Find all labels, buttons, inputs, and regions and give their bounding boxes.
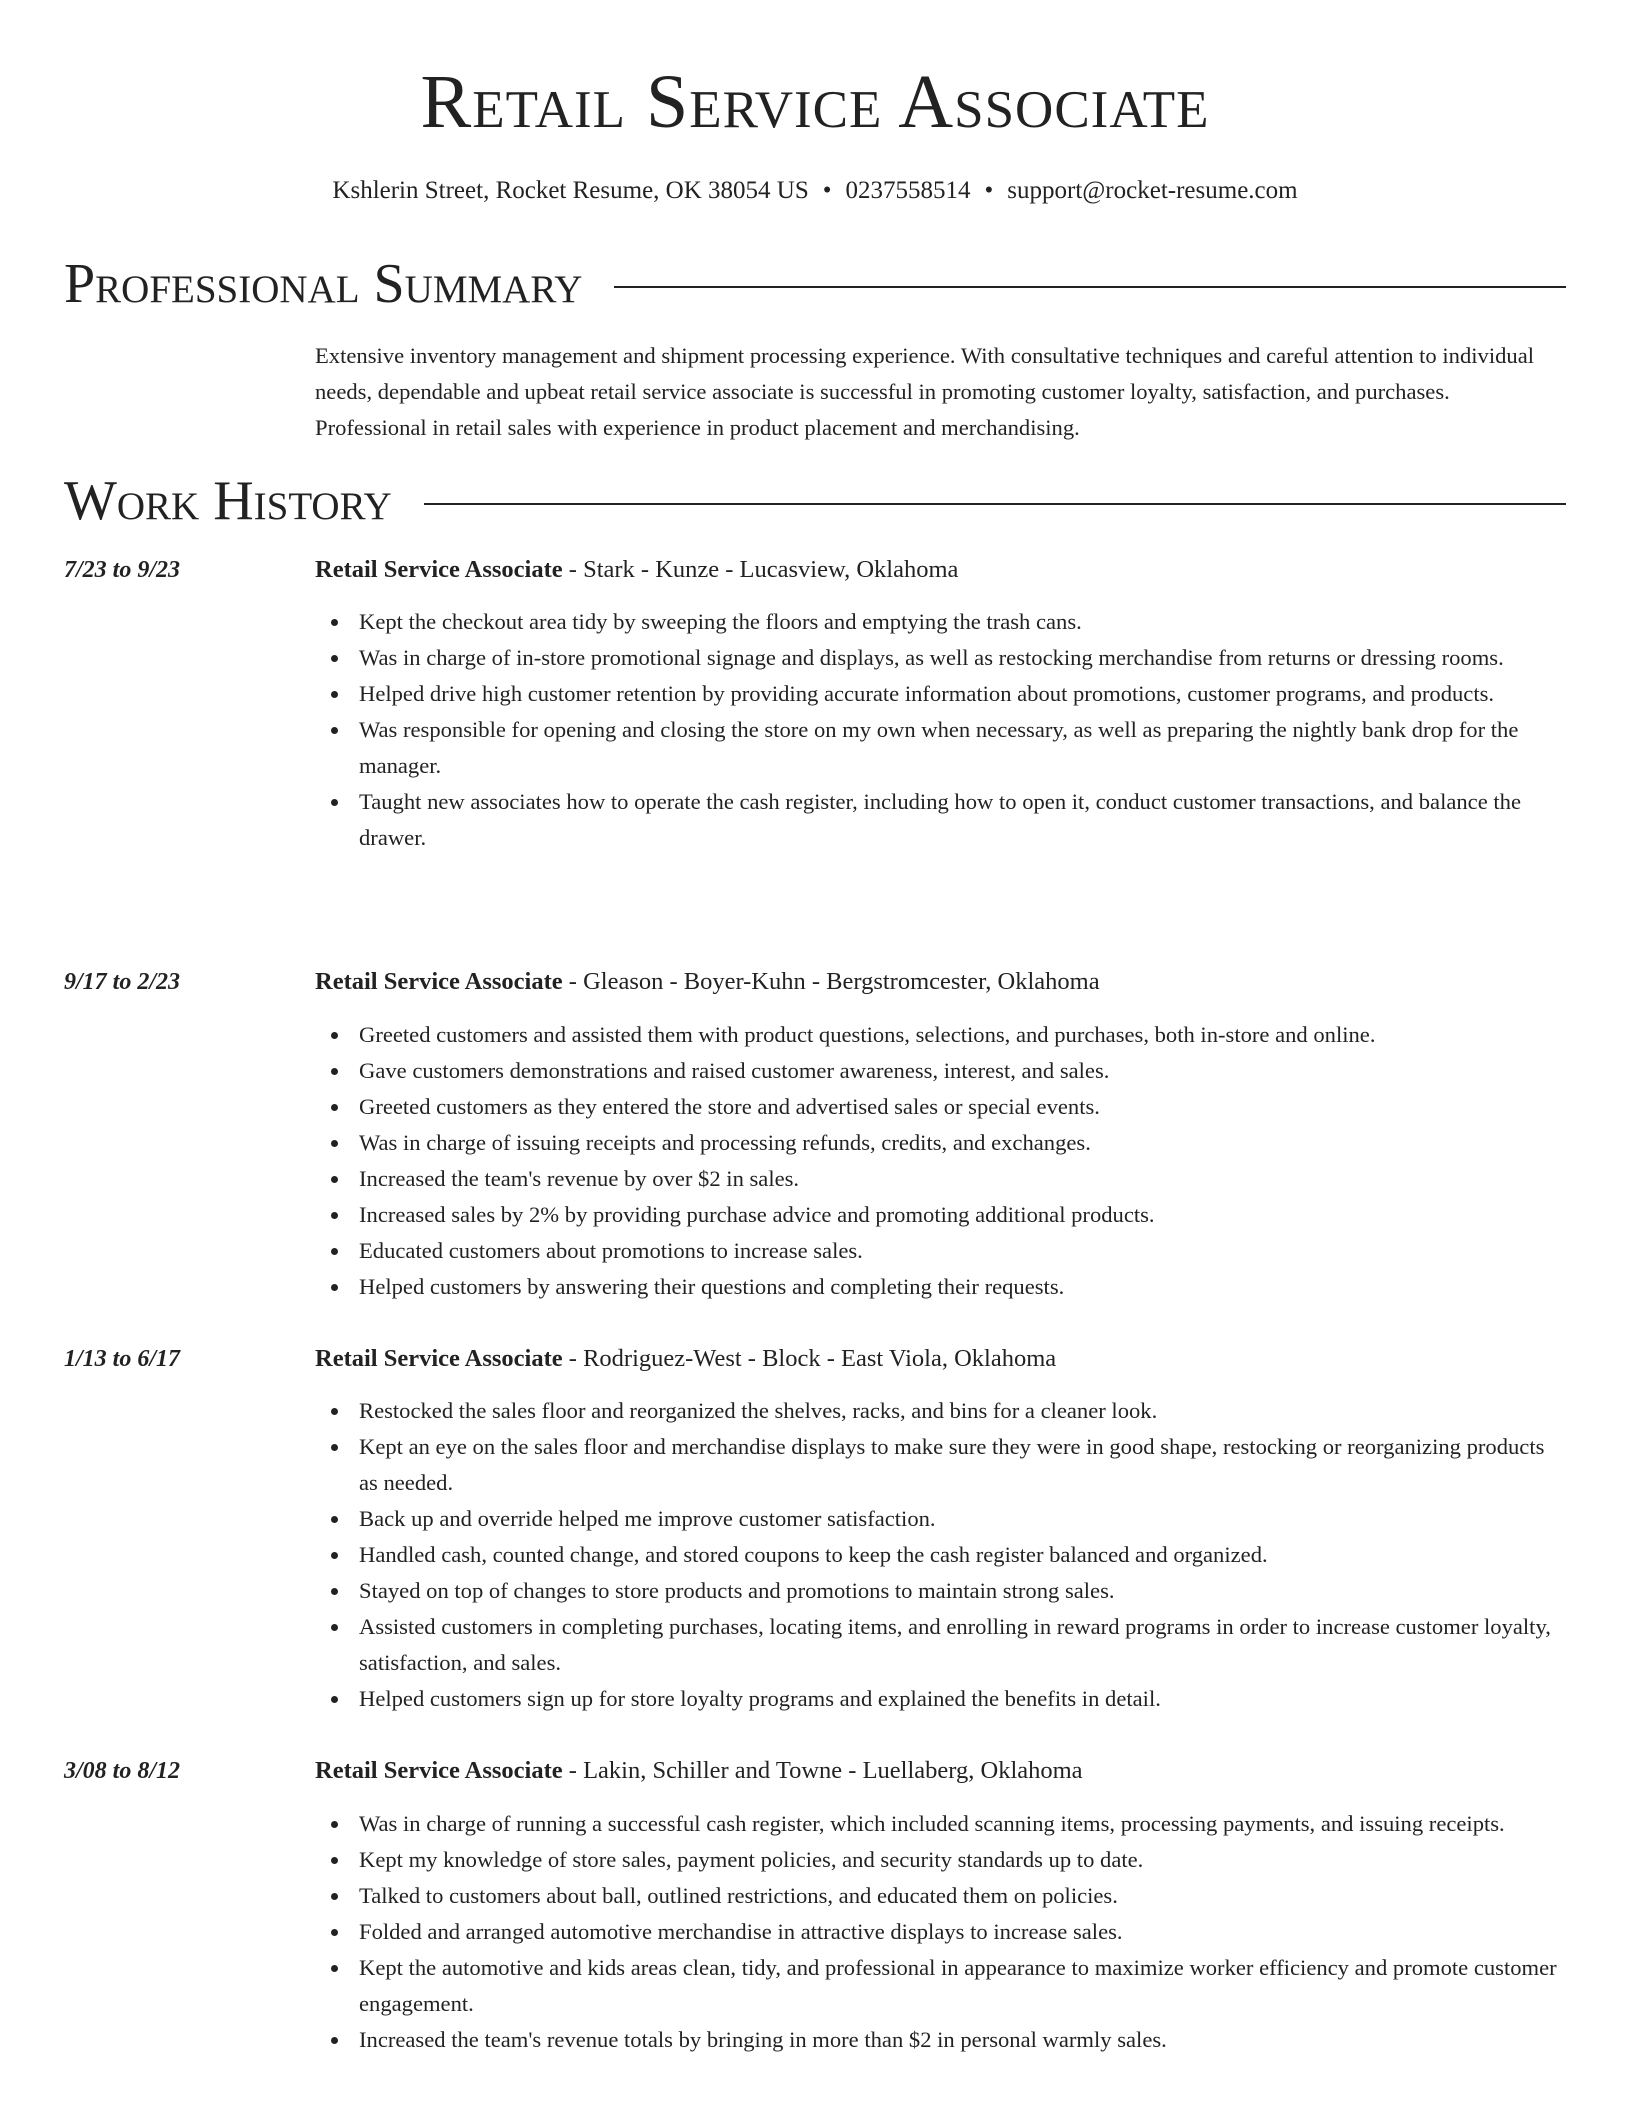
job-bullet: Was responsible for opening and closing the store on my own when necessary, as well as preparing the nightly bank drop for the manager. xyxy=(359,712,1566,784)
summary-text: Extensive inventory management and shipment processing experience. With consultative techniques and careful attention to individual needs, dependable and upbeat retail service associate is successful in promoting customer loyalty, satisfaction, and purchases. Professional in retail sales with experience in product placement and merchandising. xyxy=(315,343,1535,440)
job-bullet: Greeted customers as they entered the store and advertised sales or special events. xyxy=(359,1089,1566,1125)
contact-line xyxy=(64,174,1566,208)
job-bullet: Increased the team's revenue totals by bringing in more than $2 in personal warmly sales. xyxy=(359,2022,1566,2058)
job-bullet: Helped drive high customer retention by providing accurate information about promotions, customer programs, and products. xyxy=(359,676,1566,712)
job-bullets xyxy=(315,1017,1566,1305)
job-bullets xyxy=(315,604,1566,856)
job-title: Retail Service Associate xyxy=(315,556,563,583)
job-bullet: Stayed on top of changes to store products and promotions to maintain strong sales. xyxy=(359,1573,1566,1609)
job-bullet: Handled cash, counted change, and stored coupons to keep the cash register balanced and organized. xyxy=(359,1537,1566,1573)
job-bullet: Back up and override helped me improve customer satisfaction. xyxy=(359,1501,1566,1537)
job-bullet: Helped customers by answering their questions and completing their requests. xyxy=(359,1269,1566,1305)
section-divider xyxy=(424,503,1566,505)
job-title: Retail Service Associate xyxy=(315,1757,563,1784)
job-dates: 7/23 to 9/23 xyxy=(64,557,181,583)
work-history-section-header xyxy=(64,467,1566,535)
contact-phone: 0237558514 xyxy=(845,177,971,204)
job-bullet: Kept the automotive and kids areas clean, tidy, and professional in appearance to maximize worker efficiency and promote customer engagement. xyxy=(359,1950,1566,2022)
job-employer-location: - Lakin, Schiller and Towne - Luellaberg, Oklahoma xyxy=(562,1757,1083,1784)
job-title: Retail Service Associate xyxy=(315,968,563,995)
job-bullet: Kept the checkout area tidy by sweeping the floors and emptying the trash cans. xyxy=(359,604,1566,640)
job-bullet: Restocked the sales floor and reorganized the shelves, racks, and bins for a cleaner look. xyxy=(359,1393,1566,1429)
job-bullets xyxy=(315,1393,1566,1717)
job-heading xyxy=(315,1753,1083,1789)
section-divider xyxy=(614,286,1566,288)
job-bullet: Increased the team's revenue by over $2 in sales. xyxy=(359,1161,1566,1197)
job-bullet: Was in charge of in-store promotional signage and displays, as well as restocking merchandise from returns or dressing rooms. xyxy=(359,640,1566,676)
summary-section-header xyxy=(64,250,1566,318)
job-employer-location: - Stark - Kunze - Lucasview, Oklahoma xyxy=(562,556,959,583)
job-employer-location: - Rodriguez-West - Block - East Viola, Oklahoma xyxy=(562,1345,1057,1372)
resume-name: Retail Service Associate xyxy=(420,60,1210,144)
contact-separator: • xyxy=(984,177,994,204)
contact-email: support@rocket-resume.com xyxy=(1007,177,1298,204)
work-history-heading: Work History xyxy=(64,470,392,532)
job-bullet: Assisted customers in completing purchases, locating items, and enrolling in reward programs in order to increase customer loyalty, satisfaction, and sales. xyxy=(359,1609,1566,1681)
job-bullet: Greeted customers and assisted them with product questions, selections, and purchases, both in-store and online. xyxy=(359,1017,1566,1053)
job-dates: 9/17 to 2/23 xyxy=(64,969,181,995)
job-bullet: Increased sales by 2% by providing purchase advice and promoting additional products. xyxy=(359,1197,1566,1233)
job-heading xyxy=(315,964,1100,1000)
job-bullet: Gave customers demonstrations and raised customer awareness, interest, and sales. xyxy=(359,1053,1566,1089)
summary-heading: Professional Summary xyxy=(64,253,583,315)
job-heading xyxy=(315,552,958,588)
job-bullet: Folded and arranged automotive merchandise in attractive displays to increase sales. xyxy=(359,1914,1566,1950)
job-bullet: Helped customers sign up for store loyalty programs and explained the benefits in detail. xyxy=(359,1681,1566,1717)
job-title: Retail Service Associate xyxy=(315,1345,563,1372)
job-bullet: Kept an eye on the sales floor and merchandise displays to make sure they were in good shape, restocking or reorganizing products as needed. xyxy=(359,1429,1566,1501)
job-heading xyxy=(315,1341,1056,1377)
contact-address: Kshlerin Street, Rocket Resume, OK 38054 US xyxy=(332,177,809,204)
job-employer-location: - Gleason - Boyer-Kuhn - Bergstromcester, Oklahoma xyxy=(562,968,1100,995)
job-dates: 3/08 to 8/12 xyxy=(64,1758,181,1784)
job-bullet: Taught new associates how to operate the cash register, including how to open it, conduct customer transactions, and balance the drawer. xyxy=(359,784,1566,856)
job-dates: 1/13 to 6/17 xyxy=(64,1346,181,1372)
job-bullet: Kept my knowledge of store sales, payment policies, and security standards up to date. xyxy=(359,1842,1566,1878)
contact-separator: • xyxy=(822,177,832,204)
job-bullet: Educated customers about promotions to increase sales. xyxy=(359,1233,1566,1269)
job-bullet: Was in charge of issuing receipts and processing refunds, credits, and exchanges. xyxy=(359,1125,1566,1161)
job-bullet: Was in charge of running a successful cash register, which included scanning items, processing payments, and issuing receipts. xyxy=(359,1806,1566,1842)
job-bullet: Talked to customers about ball, outlined restrictions, and educated them on policies. xyxy=(359,1878,1566,1914)
job-bullets xyxy=(315,1806,1566,2058)
